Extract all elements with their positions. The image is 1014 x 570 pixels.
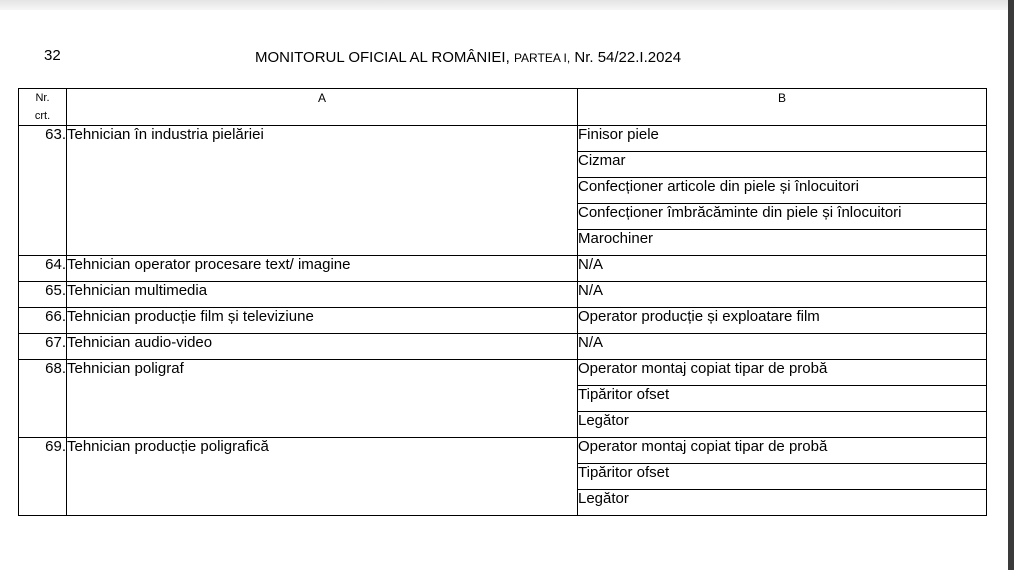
row-number: 66. <box>19 308 67 334</box>
related-occupation: Tipăritor ofset <box>578 386 987 412</box>
row-number: 68. <box>19 360 67 438</box>
qualification-name: Tehnician producție film și televiziune <box>67 308 578 334</box>
row-number: 63. <box>19 126 67 256</box>
row-number: 69. <box>19 438 67 516</box>
related-occupation: Operator producție și exploatare film <box>578 308 987 334</box>
table-row <box>19 334 987 360</box>
related-occupation: Operator montaj copiat tipar de probă <box>578 438 987 464</box>
related-occupation: Confecționer articole din piele și înlocuitori <box>578 178 987 204</box>
related-occupation: Cizmar <box>578 152 987 178</box>
column-header-nr <box>19 89 67 126</box>
table-row <box>19 282 987 308</box>
related-occupation: Marochiner <box>578 230 987 256</box>
table-header-row <box>19 89 987 126</box>
occupations-table <box>18 88 987 516</box>
column-header-b: B <box>578 89 987 126</box>
related-occupation: N/A <box>578 256 987 282</box>
qualification-name: Tehnician multimedia <box>67 282 578 308</box>
related-occupation: Tipăritor ofset <box>578 464 987 490</box>
table-row <box>19 126 987 152</box>
publication-part: PARTEA I, <box>513 51 571 65</box>
related-occupation: Finisor piele <box>578 126 987 152</box>
page-number: 32 <box>44 47 61 64</box>
related-occupation: Confecționer îmbrăcăminte din piele și înlocuitori <box>578 204 987 230</box>
related-occupation: Legător <box>578 412 987 438</box>
qualification-name: Tehnician audio-video <box>67 334 578 360</box>
page-header-title <box>255 49 681 66</box>
table-row <box>19 438 987 464</box>
qualification-name: Tehnician operator procesare text/ imagine <box>67 256 578 282</box>
table-row <box>19 360 987 386</box>
column-header-nr-line2: crt. <box>34 110 51 122</box>
column-header-a: A <box>67 89 578 126</box>
table-row <box>19 256 987 282</box>
qualification-name: Tehnician producție poligrafică <box>67 438 578 516</box>
qualification-name: Tehnician în industria pielăriei <box>67 126 578 256</box>
publication-issue: Nr. 54/22.I.2024 <box>574 49 682 66</box>
related-occupation: N/A <box>578 334 987 360</box>
qualification-name: Tehnician poligraf <box>67 360 578 438</box>
related-occupation: Legător <box>578 490 987 516</box>
row-number: 64. <box>19 256 67 282</box>
table-row <box>19 308 987 334</box>
related-occupation: Operator montaj copiat tipar de probă <box>578 360 987 386</box>
viewer-right-edge <box>1008 0 1014 570</box>
viewer-top-band <box>0 0 1014 10</box>
column-header-nr-line1: Nr. <box>35 92 50 104</box>
row-number: 65. <box>19 282 67 308</box>
publication-name: MONITORUL OFICIAL AL ROMÂNIEI, <box>255 49 510 66</box>
row-number: 67. <box>19 334 67 360</box>
related-occupation: N/A <box>578 282 987 308</box>
